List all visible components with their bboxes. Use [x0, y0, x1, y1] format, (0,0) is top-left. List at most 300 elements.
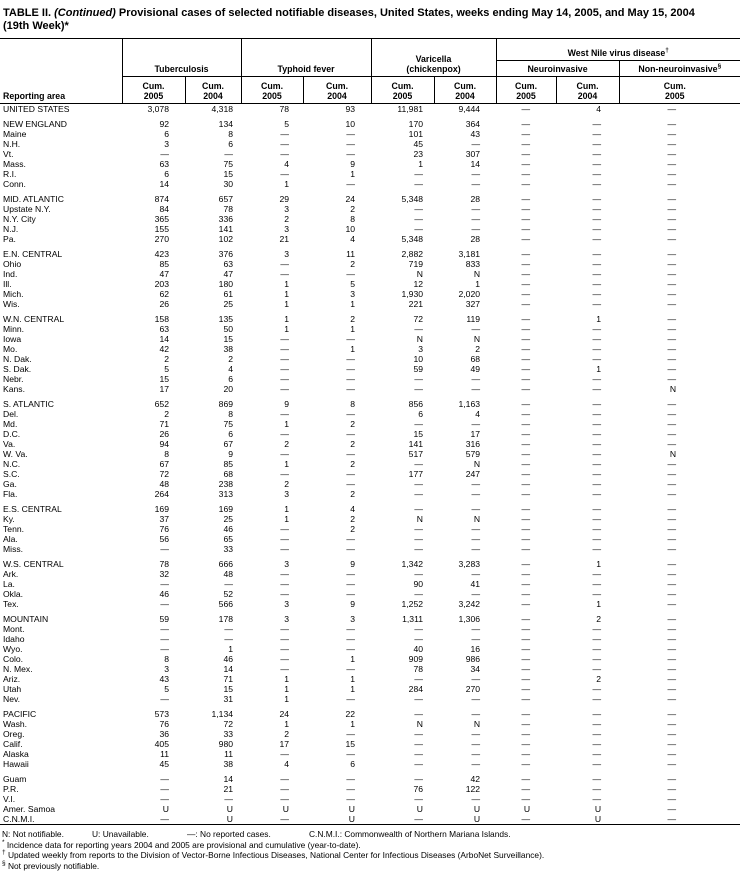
- value-cell-varicella_cum_2005: —: [414, 204, 424, 214]
- reporting-area-cell: Alaska: [3, 749, 29, 759]
- value-cell-typhoid_cum_2004: 2: [350, 459, 356, 469]
- value-cell-varicella_cum_2005: —: [414, 589, 424, 599]
- value-cell-wnv_neuro_cum_2004: —: [592, 324, 602, 334]
- value-cell-varicella_cum_2004: —: [471, 419, 481, 429]
- value-cell-tb_cum_2005: U: [162, 804, 169, 814]
- table-title-text: Provisional cases of selected notifiable diseases, United States, weeks ending May 14, 2005, and May 15, 2004: [118, 7, 695, 19]
- value-cell-wnv_nonneuro_cum_2005: —: [667, 524, 677, 534]
- table-row: [0, 664, 740, 674]
- value-cell-wnv_neuro_cum_2005: —: [521, 544, 531, 554]
- table-label: TABLE II.: [3, 7, 52, 19]
- value-cell-varicella_cum_2004: 17: [470, 429, 481, 439]
- value-cell-wnv_neuro_cum_2005: —: [521, 314, 531, 324]
- value-cell-varicella_cum_2005: —: [414, 674, 424, 684]
- value-cell-tb_cum_2004: 30: [223, 179, 234, 189]
- value-cell-typhoid_cum_2005: 3: [284, 249, 290, 259]
- table-row: [0, 569, 740, 579]
- value-cell-varicella_cum_2005: 12: [413, 279, 424, 289]
- value-cell-wnv_neuro_cum_2004: —: [592, 664, 602, 674]
- col-header-tb-cum-2005: Cum. 2005: [122, 77, 185, 104]
- value-cell-wnv_nonneuro_cum_2005: —: [667, 684, 677, 694]
- value-cell-wnv_nonneuro_cum_2005: —: [667, 214, 677, 224]
- value-cell-typhoid_cum_2005: 3: [284, 204, 290, 214]
- value-cell-wnv_neuro_cum_2004: —: [592, 514, 602, 524]
- value-cell-typhoid_cum_2004: 2: [350, 439, 356, 449]
- value-cell-typhoid_cum_2004: —: [346, 374, 356, 384]
- value-cell-varicella_cum_2005: N: [416, 334, 424, 344]
- col-header-tb-cum-2004: Cum. 2004: [185, 77, 241, 104]
- value-cell-tb_cum_2004: 75: [223, 419, 234, 429]
- value-cell-wnv_nonneuro_cum_2005: —: [667, 654, 677, 664]
- value-cell-wnv_neuro_cum_2005: —: [521, 439, 531, 449]
- value-cell-typhoid_cum_2005: 1: [284, 279, 290, 289]
- varicella-label-line2: (chickenpox): [406, 64, 461, 74]
- table-row: [0, 634, 740, 644]
- value-cell-varicella_cum_2004: —: [471, 729, 481, 739]
- value-cell-varicella_cum_2005: —: [414, 214, 424, 224]
- value-cell-tb_cum_2004: 6: [228, 374, 234, 384]
- table-row: [0, 314, 740, 324]
- value-cell-tb_cum_2005: 62: [159, 289, 169, 299]
- value-cell-tb_cum_2004: —: [224, 624, 234, 634]
- value-cell-wnv_neuro_cum_2004: —: [592, 794, 602, 804]
- value-cell-tb_cum_2005: 72: [159, 469, 169, 479]
- value-cell-wnv_neuro_cum_2005: —: [521, 599, 531, 609]
- value-cell-varicella_cum_2004: 16: [470, 644, 481, 654]
- value-cell-wnv_nonneuro_cum_2005: —: [667, 334, 677, 344]
- reporting-area-cell: MOUNTAIN: [3, 614, 49, 624]
- value-cell-varicella_cum_2004: 68: [470, 354, 481, 364]
- value-cell-varicella_cum_2005: 141: [408, 439, 424, 449]
- reporting-area-cell: Upstate N.Y.: [3, 204, 51, 214]
- reporting-area-cell: Hawaii: [3, 759, 29, 769]
- table-row: [0, 814, 740, 825]
- value-cell-wnv_neuro_cum_2005: —: [521, 784, 531, 794]
- value-cell-varicella_cum_2004: 364: [465, 119, 481, 129]
- value-cell-wnv_nonneuro_cum_2005: —: [667, 804, 677, 814]
- value-cell-tb_cum_2004: 980: [218, 739, 234, 749]
- value-cell-typhoid_cum_2004: —: [346, 644, 356, 654]
- table-row: [0, 194, 740, 204]
- value-cell-wnv_nonneuro_cum_2005: —: [667, 429, 677, 439]
- reporting-area-cell: S.C.: [3, 469, 20, 479]
- value-cell-varicella_cum_2005: 719: [408, 259, 424, 269]
- value-cell-varicella_cum_2004: 327: [465, 299, 481, 309]
- value-cell-wnv_neuro_cum_2005: —: [521, 504, 531, 514]
- value-cell-wnv_nonneuro_cum_2005: —: [667, 514, 677, 524]
- value-cell-typhoid_cum_2005: —: [280, 794, 290, 804]
- value-cell-varicella_cum_2004: 2: [475, 344, 481, 354]
- value-cell-varicella_cum_2004: —: [471, 634, 481, 644]
- value-cell-wnv_nonneuro_cum_2005: —: [667, 224, 677, 234]
- value-cell-varicella_cum_2004: —: [471, 324, 481, 334]
- value-cell-wnv_neuro_cum_2004: 1: [596, 314, 602, 324]
- value-cell-typhoid_cum_2004: —: [346, 129, 356, 139]
- value-cell-typhoid_cum_2005: 1: [284, 299, 290, 309]
- value-cell-wnv_nonneuro_cum_2005: —: [667, 439, 677, 449]
- value-cell-tb_cum_2004: 75: [223, 159, 234, 169]
- value-cell-wnv_nonneuro_cum_2005: —: [667, 504, 677, 514]
- value-cell-typhoid_cum_2004: 9: [350, 599, 356, 609]
- value-cell-varicella_cum_2004: 316: [465, 439, 481, 449]
- value-cell-tb_cum_2004: 180: [218, 279, 234, 289]
- value-cell-wnv_neuro_cum_2004: 2: [596, 674, 602, 684]
- value-cell-wnv_neuro_cum_2005: —: [521, 179, 531, 189]
- value-cell-wnv_neuro_cum_2005: —: [521, 194, 531, 204]
- value-cell-tb_cum_2005: 63: [159, 324, 169, 334]
- col-group-typhoid-fever: Typhoid fever: [241, 39, 371, 77]
- value-cell-typhoid_cum_2005: 9: [284, 399, 290, 409]
- value-cell-wnv_nonneuro_cum_2005: —: [667, 479, 677, 489]
- value-cell-varicella_cum_2004: 4: [475, 409, 481, 419]
- value-cell-wnv_neuro_cum_2005: —: [521, 479, 531, 489]
- value-cell-tb_cum_2004: 38: [223, 759, 234, 769]
- value-cell-tb_cum_2005: 71: [159, 419, 169, 429]
- value-cell-tb_cum_2005: —: [160, 579, 169, 589]
- value-cell-tb_cum_2004: 869: [218, 399, 234, 409]
- value-cell-wnv_neuro_cum_2005: U: [523, 804, 531, 814]
- table-row: [0, 654, 740, 664]
- value-cell-wnv_neuro_cum_2005: —: [521, 204, 531, 214]
- value-cell-wnv_nonneuro_cum_2005: —: [667, 159, 677, 169]
- value-cell-wnv_nonneuro_cum_2005: —: [667, 719, 677, 729]
- value-cell-tb_cum_2005: 43: [159, 674, 169, 684]
- value-cell-wnv_nonneuro_cum_2005: —: [667, 289, 677, 299]
- value-cell-wnv_neuro_cum_2005: —: [521, 719, 531, 729]
- value-cell-typhoid_cum_2004: 1: [350, 654, 356, 664]
- reporting-area-cell: N. Mex.: [3, 664, 33, 674]
- table-row: [0, 449, 740, 459]
- value-cell-typhoid_cum_2005: 1: [284, 324, 290, 334]
- reporting-area-cell: Kans.: [3, 384, 25, 394]
- value-cell-typhoid_cum_2004: —: [346, 774, 356, 784]
- table-row: [0, 269, 740, 279]
- value-cell-varicella_cum_2004: 9,444: [458, 104, 481, 114]
- table-row: [0, 249, 740, 259]
- value-cell-typhoid_cum_2005: —: [280, 269, 290, 279]
- table-row: [0, 784, 740, 794]
- value-cell-varicella_cum_2005: —: [414, 739, 424, 749]
- value-cell-tb_cum_2005: —: [160, 599, 169, 609]
- value-cell-varicella_cum_2005: —: [414, 794, 424, 804]
- value-cell-tb_cum_2005: 46: [159, 589, 169, 599]
- value-cell-varicella_cum_2005: —: [414, 624, 424, 634]
- reporting-area-cell: NEW ENGLAND: [3, 119, 67, 129]
- value-cell-wnv_nonneuro_cum_2005: —: [667, 674, 677, 684]
- table-row: [0, 439, 740, 449]
- value-cell-wnv_nonneuro_cum_2005: —: [667, 179, 677, 189]
- value-cell-varicella_cum_2004: —: [471, 569, 481, 579]
- table-row: [0, 299, 740, 309]
- reporting-area-cell: Amer. Samoa: [3, 804, 56, 814]
- table-row: [0, 694, 740, 704]
- value-cell-wnv_neuro_cum_2005: —: [521, 709, 531, 719]
- value-cell-wnv_nonneuro_cum_2005: —: [667, 534, 677, 544]
- value-cell-varicella_cum_2005: —: [414, 534, 424, 544]
- value-cell-typhoid_cum_2004: —: [346, 579, 356, 589]
- value-cell-varicella_cum_2004: 1,306: [458, 614, 481, 624]
- value-cell-tb_cum_2004: 376: [218, 249, 234, 259]
- value-cell-wnv_nonneuro_cum_2005: —: [667, 299, 677, 309]
- value-cell-varicella_cum_2005: —: [414, 504, 424, 514]
- value-cell-tb_cum_2005: 203: [154, 279, 169, 289]
- value-cell-varicella_cum_2005: —: [414, 524, 424, 534]
- reporting-area-cell: Oreg.: [3, 729, 25, 739]
- value-cell-wnv_neuro_cum_2005: —: [521, 749, 531, 759]
- value-cell-wnv_neuro_cum_2004: 2: [596, 614, 602, 624]
- value-cell-typhoid_cum_2004: 8: [350, 399, 356, 409]
- value-cell-wnv_nonneuro_cum_2005: —: [667, 354, 677, 364]
- value-cell-tb_cum_2004: 8: [228, 129, 234, 139]
- reporting-area-cell: Va.: [3, 439, 16, 449]
- reporting-area-cell: La.: [3, 579, 15, 589]
- value-cell-tb_cum_2005: —: [160, 794, 169, 804]
- value-cell-typhoid_cum_2005: —: [280, 624, 290, 634]
- value-cell-wnv_neuro_cum_2005: —: [521, 694, 531, 704]
- value-cell-wnv_neuro_cum_2004: —: [592, 399, 602, 409]
- value-cell-wnv_neuro_cum_2005: —: [521, 334, 531, 344]
- value-cell-typhoid_cum_2005: —: [280, 774, 290, 784]
- value-cell-varicella_cum_2004: —: [471, 694, 481, 704]
- value-cell-typhoid_cum_2005: 24: [279, 709, 290, 719]
- reporting-area-cell: S. Dak.: [3, 364, 32, 374]
- col-group-varicella: [371, 39, 496, 77]
- table-continued: (Continued): [54, 7, 116, 19]
- value-cell-typhoid_cum_2005: —: [280, 334, 290, 344]
- value-cell-varicella_cum_2004: N: [473, 514, 481, 524]
- value-cell-typhoid_cum_2005: 78: [279, 104, 290, 114]
- value-cell-wnv_nonneuro_cum_2005: —: [667, 729, 677, 739]
- value-cell-varicella_cum_2004: 119: [466, 314, 481, 324]
- value-cell-varicella_cum_2005: U: [416, 804, 424, 814]
- value-cell-tb_cum_2005: 5: [164, 684, 169, 694]
- value-cell-varicella_cum_2005: —: [414, 749, 424, 759]
- value-cell-varicella_cum_2004: —: [471, 739, 481, 749]
- value-cell-tb_cum_2005: 423: [154, 249, 169, 259]
- value-cell-tb_cum_2005: 11: [160, 749, 169, 759]
- value-cell-wnv_neuro_cum_2004: —: [592, 159, 602, 169]
- value-cell-wnv_nonneuro_cum_2005: —: [667, 149, 677, 159]
- value-cell-varicella_cum_2005: —: [414, 709, 424, 719]
- table-row: [0, 214, 740, 224]
- value-cell-varicella_cum_2004: 247: [465, 469, 481, 479]
- reporting-area-cell: Wyo.: [3, 644, 23, 654]
- value-cell-wnv_nonneuro_cum_2005: —: [667, 599, 677, 609]
- reporting-area-cell: Colo.: [3, 654, 24, 664]
- value-cell-wnv_neuro_cum_2004: —: [592, 479, 602, 489]
- value-cell-varicella_cum_2005: N: [416, 269, 424, 279]
- value-cell-tb_cum_2004: —: [224, 579, 234, 589]
- table-row: [0, 719, 740, 729]
- reporting-area-cell: Vt.: [3, 149, 14, 159]
- table-row: [0, 104, 740, 115]
- value-cell-wnv_neuro_cum_2005: —: [521, 354, 531, 364]
- value-cell-wnv_neuro_cum_2005: —: [521, 149, 531, 159]
- value-cell-typhoid_cum_2005: 2: [284, 479, 290, 489]
- value-cell-wnv_neuro_cum_2004: —: [592, 299, 602, 309]
- value-cell-typhoid_cum_2004: 1: [350, 324, 356, 334]
- value-cell-varicella_cum_2005: —: [414, 179, 424, 189]
- value-cell-typhoid_cum_2004: 1: [350, 674, 356, 684]
- reporting-area-cell: V.I.: [3, 794, 16, 804]
- value-cell-typhoid_cum_2004: 9: [350, 559, 356, 569]
- value-cell-wnv_neuro_cum_2005: —: [521, 324, 531, 334]
- reporting-area-cell: Ill.: [3, 279, 12, 289]
- value-cell-wnv_neuro_cum_2005: —: [521, 344, 531, 354]
- reporting-area-cell: N.J.: [3, 224, 19, 234]
- value-cell-varicella_cum_2004: U: [473, 804, 481, 814]
- reporting-area-cell: Wis.: [3, 299, 20, 309]
- value-cell-tb_cum_2004: 52: [223, 589, 234, 599]
- value-cell-varicella_cum_2005: 45: [413, 139, 424, 149]
- value-cell-wnv_nonneuro_cum_2005: —: [667, 204, 677, 214]
- value-cell-tb_cum_2004: 47: [223, 269, 234, 279]
- value-cell-wnv_nonneuro_cum_2005: —: [667, 489, 677, 499]
- value-cell-tb_cum_2004: 68: [223, 469, 234, 479]
- value-cell-tb_cum_2005: —: [160, 774, 169, 784]
- value-cell-varicella_cum_2004: 833: [465, 259, 481, 269]
- value-cell-varicella_cum_2004: 122: [465, 784, 481, 794]
- value-cell-wnv_neuro_cum_2004: 1: [596, 559, 602, 569]
- value-cell-varicella_cum_2004: 42: [470, 774, 481, 784]
- value-cell-tb_cum_2005: 76: [159, 524, 169, 534]
- section-marker: §: [717, 63, 722, 71]
- value-cell-tb_cum_2004: —: [224, 794, 234, 804]
- table-row: [0, 644, 740, 654]
- reporting-area-cell: Nev.: [3, 694, 21, 704]
- value-cell-wnv_neuro_cum_2004: —: [592, 544, 602, 554]
- value-cell-wnv_neuro_cum_2004: —: [592, 624, 602, 634]
- value-cell-varicella_cum_2005: 221: [408, 299, 424, 309]
- value-cell-typhoid_cum_2004: —: [346, 569, 356, 579]
- reporting-area-cell: N.H.: [3, 139, 21, 149]
- value-cell-varicella_cum_2004: —: [471, 759, 481, 769]
- value-cell-typhoid_cum_2005: 1: [284, 289, 290, 299]
- value-cell-tb_cum_2005: —: [160, 149, 169, 159]
- legend-not-notifiable: N: Not notifiable.: [2, 829, 64, 839]
- value-cell-wnv_neuro_cum_2005: —: [521, 259, 531, 269]
- value-cell-varicella_cum_2005: 909: [408, 654, 424, 664]
- value-cell-tb_cum_2005: 47: [159, 269, 169, 279]
- reporting-area-cell: W.S. CENTRAL: [3, 559, 64, 569]
- reporting-area-cell: Nebr.: [3, 374, 24, 384]
- value-cell-varicella_cum_2005: 1,342: [401, 559, 424, 569]
- value-cell-tb_cum_2004: 85: [223, 459, 234, 469]
- value-cell-varicella_cum_2004: 28: [470, 234, 481, 244]
- table-row: [0, 624, 740, 634]
- value-cell-tb_cum_2004: 566: [218, 599, 234, 609]
- value-cell-tb_cum_2004: 238: [218, 479, 234, 489]
- value-cell-wnv_neuro_cum_2005: —: [521, 119, 531, 129]
- value-cell-typhoid_cum_2005: 17: [279, 739, 290, 749]
- value-cell-typhoid_cum_2005: 1: [284, 314, 290, 324]
- value-cell-wnv_neuro_cum_2005: —: [521, 794, 531, 804]
- table-row: [0, 129, 740, 139]
- table-row: [0, 344, 740, 354]
- value-cell-wnv_neuro_cum_2005: —: [521, 654, 531, 664]
- value-cell-wnv_nonneuro_cum_2005: —: [667, 269, 677, 279]
- value-cell-wnv_neuro_cum_2004: —: [592, 179, 602, 189]
- reporting-area-cell: Wash.: [3, 719, 28, 729]
- value-cell-tb_cum_2005: 264: [154, 489, 169, 499]
- value-cell-wnv_neuro_cum_2005: —: [521, 534, 531, 544]
- value-cell-typhoid_cum_2004: 2: [350, 259, 356, 269]
- value-cell-typhoid_cum_2004: 15: [345, 739, 356, 749]
- value-cell-typhoid_cum_2004: —: [346, 354, 356, 364]
- value-cell-typhoid_cum_2005: —: [280, 654, 290, 664]
- value-cell-tb_cum_2005: 42: [159, 344, 169, 354]
- value-cell-typhoid_cum_2005: —: [280, 409, 290, 419]
- value-cell-tb_cum_2004: 336: [218, 214, 234, 224]
- value-cell-wnv_nonneuro_cum_2005: —: [667, 624, 677, 634]
- value-cell-wnv_neuro_cum_2005: —: [521, 224, 531, 234]
- reporting-area-cell: Idaho: [3, 634, 25, 644]
- value-cell-wnv_nonneuro_cum_2005: —: [667, 569, 677, 579]
- value-cell-typhoid_cum_2005: —: [280, 149, 290, 159]
- reporting-area-cell: MID. ATLANTIC: [3, 194, 64, 204]
- reporting-area-cell: Miss.: [3, 544, 24, 554]
- value-cell-wnv_neuro_cum_2005: —: [521, 449, 531, 459]
- value-cell-tb_cum_2005: 8: [164, 654, 169, 664]
- value-cell-varicella_cum_2005: —: [414, 419, 424, 429]
- value-cell-wnv_neuro_cum_2005: —: [521, 589, 531, 599]
- table-row: [0, 739, 740, 749]
- value-cell-varicella_cum_2005: 170: [408, 119, 424, 129]
- value-cell-typhoid_cum_2005: —: [280, 544, 290, 554]
- value-cell-typhoid_cum_2005: 2: [284, 439, 290, 449]
- value-cell-varicella_cum_2004: —: [471, 224, 481, 234]
- value-cell-wnv_neuro_cum_2004: —: [592, 524, 602, 534]
- value-cell-typhoid_cum_2005: 3: [284, 559, 290, 569]
- value-cell-tb_cum_2005: —: [160, 634, 169, 644]
- reporting-area-cell: PACIFIC: [3, 709, 37, 719]
- col-group-neuroinvasive: Neuroinvasive: [496, 61, 619, 77]
- document-page: [0, 7, 740, 871]
- value-cell-wnv_neuro_cum_2005: —: [521, 634, 531, 644]
- value-cell-tb_cum_2005: 36: [159, 729, 169, 739]
- value-cell-wnv_nonneuro_cum_2005: N: [669, 384, 677, 394]
- value-cell-varicella_cum_2005: —: [414, 459, 424, 469]
- value-cell-varicella_cum_2004: —: [471, 749, 481, 759]
- value-cell-typhoid_cum_2004: 10: [345, 119, 356, 129]
- table-row: [0, 469, 740, 479]
- value-cell-wnv_nonneuro_cum_2005: —: [667, 644, 677, 654]
- value-cell-wnv_neuro_cum_2004: —: [592, 504, 602, 514]
- value-cell-wnv_neuro_cum_2004: —: [592, 739, 602, 749]
- value-cell-typhoid_cum_2005: 3: [284, 614, 290, 624]
- value-cell-tb_cum_2005: 2: [164, 409, 169, 419]
- value-cell-wnv_neuro_cum_2005: —: [521, 249, 531, 259]
- table-row: [0, 334, 740, 344]
- value-cell-wnv_neuro_cum_2004: —: [592, 759, 602, 769]
- value-cell-wnv_neuro_cum_2005: —: [521, 559, 531, 569]
- value-cell-typhoid_cum_2004: —: [346, 624, 356, 634]
- value-cell-wnv_neuro_cum_2004: 1: [596, 364, 602, 374]
- value-cell-typhoid_cum_2004: —: [346, 409, 356, 419]
- value-cell-typhoid_cum_2004: 10: [345, 224, 356, 234]
- reporting-area-cell: Ohio: [3, 259, 22, 269]
- reporting-area-cell: Del.: [3, 409, 19, 419]
- value-cell-varicella_cum_2005: 101: [408, 129, 424, 139]
- value-cell-wnv_neuro_cum_2004: —: [592, 489, 602, 499]
- value-cell-wnv_neuro_cum_2004: U: [594, 814, 602, 824]
- table-row: [0, 504, 740, 514]
- value-cell-typhoid_cum_2005: 1: [284, 674, 290, 684]
- table-row: [0, 684, 740, 694]
- reporting-area-cell: Mo.: [3, 344, 18, 354]
- table-row: [0, 119, 740, 129]
- value-cell-typhoid_cum_2004: 3: [350, 614, 356, 624]
